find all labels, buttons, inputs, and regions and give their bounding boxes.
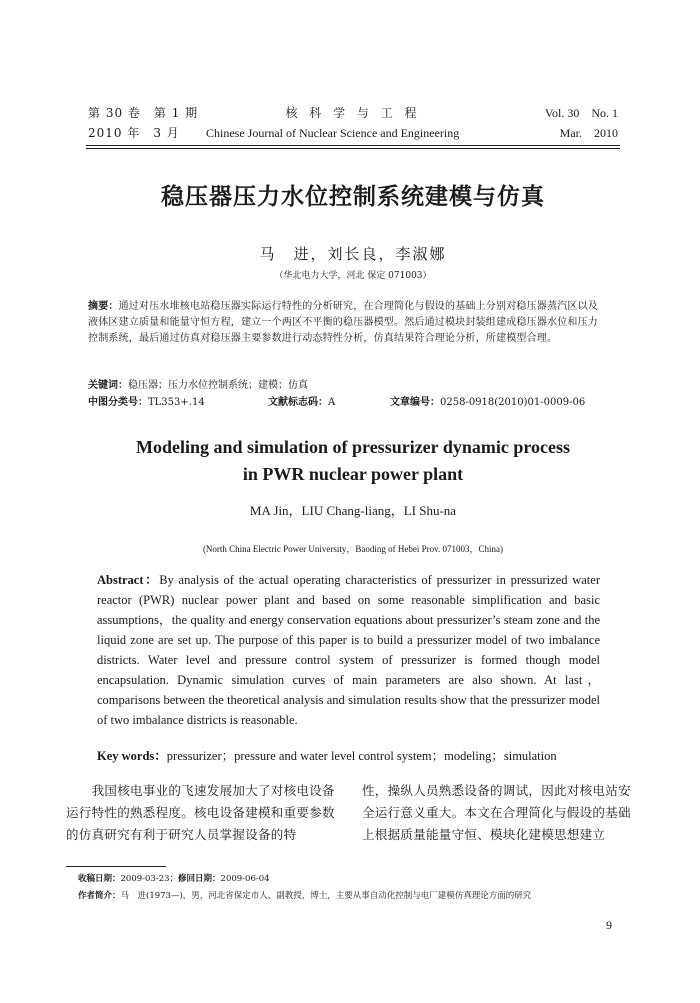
- keywords-en-text: pressurizer；pressure and water level control system；modeling；simulation: [166, 749, 557, 763]
- doc-code-value: A: [328, 397, 336, 408]
- abstract-en-text: By analysis of the actual operating characteristics of pressurizer in pressurized water reactor (PWR) nuclear power plant and based on some reasonable simplification and basic assumptions，the quality and energy conservation equations about pressurizer’s steam zone and the liquid zone are set up. The purpose of this paper is to build a pressurizer model of two imbalance districts. Water level and pressure control system of pressurizer is formed though model encapsulation. Dynamic simulation curves of main parameters are also shown. At last，comparisons between the theoretical analysis and simulation results show that the pressurizer model of two imbalance districts is reasonable.: [97, 573, 600, 727]
- running-header: [88, 103, 618, 143]
- body-column-right: 性，操纵人员熟悉设备的调试，因此对核电站安全运行意义重大。本文在合理简化与假设的基础上根据质量能量守恒、模块化建模思想建立: [362, 783, 631, 842]
- paper-title-en: [86, 434, 620, 488]
- footnote-rule: [66, 866, 166, 867]
- article-no-label: 文章编号：: [390, 397, 440, 408]
- abstract-en-label: Abstract：: [97, 573, 160, 587]
- paper-title-cn: 稳压器压力水位控制系统建模与仿真: [161, 184, 545, 210]
- clc-label: 中图分类号：: [88, 397, 148, 408]
- document-code: [268, 396, 335, 410]
- affiliation-cn: （华北电力大学，河北 保定 071003）: [274, 271, 432, 281]
- volume-issue-cn: 第 30 卷 第 1 期: [88, 106, 199, 120]
- footnote-author: [78, 890, 531, 903]
- received-value: 2009-03-23；: [120, 874, 179, 884]
- body-column-left: 我国核电事业的飞速发展加大了对核电设备运行特性的熟悉程度。核电设备建模和重要参数的仿真研究有利于研究人员掌握设备的特: [66, 783, 335, 842]
- header-rule-thick: [86, 145, 620, 146]
- keywords-cn-label: 关键词：: [88, 380, 128, 391]
- date-cn: 2010 年 3 月: [88, 126, 180, 140]
- clc-number: [88, 396, 205, 410]
- article-number: [390, 396, 585, 410]
- author-bio-value: 马 进(1973—)，男，河北省保定市人，副教授，博士，主要从事自动化控制与电厂建模仿真理论方面的研究: [120, 891, 532, 901]
- keywords-en: [97, 746, 600, 766]
- abstract-cn-text: 通过对压水堆核电站稳压器实际运行特性的分析研究，在合理简化与假设的基础上分别对稳压器蒸汽区以及液体区建立质量和能量守恒方程，建立一个两区不平衡的稳压器模型。然后通过模块封装组建成稳压器水位和压力控制系统，最后通过仿真对稳压器主要参数进行动态特性分析，仿真结果符合理论分析，所建模型合理。: [88, 301, 599, 344]
- footnote-dates: [78, 873, 270, 886]
- journal-name-cn: 核 科 学 与 工 程: [285, 106, 421, 120]
- authors-en: MA Jin，LIU Chang-liang，LI Shu-na: [249, 503, 457, 518]
- abstract-cn: [88, 299, 602, 347]
- affiliation-en: (North China Electric Power University，Baoding of Hebei Prov. 071003，China): [202, 544, 504, 554]
- authors-cn: 马 进，刘长良，李淑娜: [259, 245, 447, 263]
- classification-line: [88, 396, 602, 410]
- revised-label: 修回日期：: [178, 874, 221, 884]
- revised-value: 2009-06-04: [220, 874, 270, 884]
- date-en: Mar. 2010: [559, 126, 618, 140]
- doc-code-label: 文献标志码：: [268, 397, 328, 408]
- journal-name-en: Chinese Journal of Nuclear Science and Engineering: [206, 126, 460, 140]
- author-bio-label: 作者简介：: [78, 891, 121, 901]
- volume-issue-en: Vol. 30 No. 1: [544, 106, 618, 120]
- abstract-cn-label: 摘要：: [88, 301, 119, 312]
- header-rule-thin: [86, 148, 620, 149]
- clc-value: TL353+.14: [148, 397, 205, 408]
- abstract-en: [97, 570, 600, 730]
- received-label: 收稿日期：: [78, 874, 121, 884]
- article-no-value: 0258-0918(2010)01-0009-06: [440, 397, 586, 408]
- keywords-cn-text: 稳压器；压力水位控制系统；建模；仿真: [128, 380, 308, 391]
- keywords-en-label: Key words：: [97, 749, 167, 763]
- page-number: 9: [606, 918, 612, 932]
- paper-title-en-line2: in PWR nuclear power plant: [242, 464, 464, 484]
- keywords-cn: [88, 379, 308, 393]
- paper-title-en-line1: Modeling and simulation of pressurizer dynamic process: [135, 437, 571, 457]
